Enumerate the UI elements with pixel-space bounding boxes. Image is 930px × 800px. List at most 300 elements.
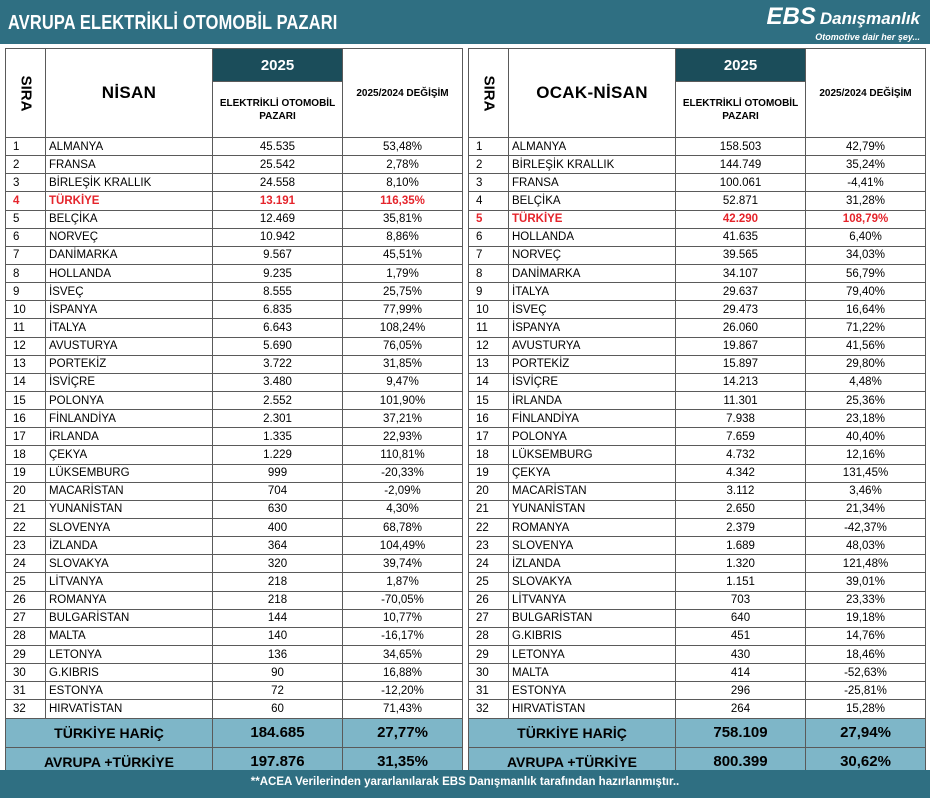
right-rows xyxy=(469,138,926,719)
rank-cell: 28 xyxy=(6,627,46,645)
table-row xyxy=(6,210,463,228)
table-row xyxy=(6,645,463,663)
table-row xyxy=(469,645,926,663)
country-cell: BİRLEŞİK KRALLIK xyxy=(46,174,213,192)
change-cell: 34,03% xyxy=(806,246,926,264)
value-cell: 9.567 xyxy=(213,246,343,264)
table-row xyxy=(469,627,926,645)
rank-cell: 4 xyxy=(6,192,46,210)
change-cell: 12,16% xyxy=(806,446,926,464)
change-cell: 35,24% xyxy=(806,156,926,174)
rank-cell: 12 xyxy=(469,337,509,355)
country-cell: SLOVENYA xyxy=(46,518,213,536)
country-cell: FRANSA xyxy=(46,156,213,174)
change-cell: 4,30% xyxy=(343,500,463,518)
country-cell: BULGARİSTAN xyxy=(46,609,213,627)
value-cell: 451 xyxy=(676,627,806,645)
country-cell: MALTA xyxy=(46,627,213,645)
table-row xyxy=(6,337,463,355)
country-cell: BELÇİKA xyxy=(509,192,676,210)
country-cell: G.KIBRIS xyxy=(46,664,213,682)
change-cell: 39,74% xyxy=(343,555,463,573)
total-value: 758.109 xyxy=(676,718,806,747)
value-cell: 1.335 xyxy=(213,428,343,446)
country-cell: TÜRKİYE xyxy=(509,210,676,228)
country-cell: FİNLANDİYA xyxy=(509,410,676,428)
change-cell: 104,49% xyxy=(343,537,463,555)
change-cell: 108,79% xyxy=(806,210,926,228)
table-row xyxy=(6,537,463,555)
value-cell: 7.938 xyxy=(676,410,806,428)
rank-cell: 1 xyxy=(6,138,46,156)
country-cell: TÜRKİYE xyxy=(46,192,213,210)
value-cell: 39.565 xyxy=(676,246,806,264)
value-cell: 100.061 xyxy=(676,174,806,192)
rank-cell: 24 xyxy=(469,555,509,573)
table-row xyxy=(469,174,926,192)
table-row xyxy=(469,138,926,156)
value-cell: 9.235 xyxy=(213,264,343,282)
country-cell: MALTA xyxy=(509,664,676,682)
total-change: 27,77% xyxy=(343,718,463,747)
rank-cell: 29 xyxy=(6,645,46,663)
value-cell: 24.558 xyxy=(213,174,343,192)
country-cell: YUNANİSTAN xyxy=(509,500,676,518)
value-cell: 640 xyxy=(676,609,806,627)
country-cell: İRLANDA xyxy=(46,428,213,446)
value-cell: 11.301 xyxy=(676,391,806,409)
change-header: 2025/2024 DEĞİŞİM xyxy=(343,49,463,138)
table-row xyxy=(469,482,926,500)
value-cell: 14.213 xyxy=(676,373,806,391)
total-label: AVRUPA +TÜRKİYE xyxy=(6,747,213,776)
total-value: 800.399 xyxy=(676,747,806,776)
value-cell: 414 xyxy=(676,664,806,682)
change-cell: 1,87% xyxy=(343,573,463,591)
table-row xyxy=(6,319,463,337)
value-cell: 15.897 xyxy=(676,355,806,373)
total-label: TÜRKİYE HARİÇ xyxy=(6,718,213,747)
change-cell: 41,56% xyxy=(806,337,926,355)
change-cell: 121,48% xyxy=(806,555,926,573)
rank-cell: 18 xyxy=(469,446,509,464)
value-cell: 364 xyxy=(213,537,343,555)
change-cell: 39,01% xyxy=(806,573,926,591)
change-cell: 8,86% xyxy=(343,228,463,246)
change-cell: -16,17% xyxy=(343,627,463,645)
total-value: 184.685 xyxy=(213,718,343,747)
value-cell: 218 xyxy=(213,573,343,591)
table-row xyxy=(6,464,463,482)
change-cell: 1,79% xyxy=(343,264,463,282)
value-cell: 144.749 xyxy=(676,156,806,174)
table-row xyxy=(6,682,463,700)
page-title: AVRUPA ELEKTRİKLİ OTOMOBİL PAZARI xyxy=(8,12,338,34)
value-cell: 90 xyxy=(213,664,343,682)
value-cell: 26.060 xyxy=(676,319,806,337)
table-row xyxy=(469,518,926,536)
value-cell: 430 xyxy=(676,645,806,663)
country-cell: LÜKSEMBURG xyxy=(46,464,213,482)
rank-cell: 9 xyxy=(6,283,46,301)
total-label: AVRUPA +TÜRKİYE xyxy=(469,747,676,776)
change-cell: 23,33% xyxy=(806,591,926,609)
country-cell: YUNANİSTAN xyxy=(46,500,213,518)
header-bar xyxy=(0,0,930,44)
country-cell: G.KIBRIS xyxy=(509,627,676,645)
table-row xyxy=(469,464,926,482)
change-cell: 37,21% xyxy=(343,410,463,428)
rank-cell: 6 xyxy=(6,228,46,246)
table-row xyxy=(469,210,926,228)
value-cell: 4.342 xyxy=(676,464,806,482)
country-cell: İTALYA xyxy=(509,283,676,301)
total-change: 31,35% xyxy=(343,747,463,776)
rank-cell: 13 xyxy=(469,355,509,373)
rank-cell: 32 xyxy=(469,700,509,718)
change-cell: 23,18% xyxy=(806,410,926,428)
value-cell: 42.290 xyxy=(676,210,806,228)
value-cell: 41.635 xyxy=(676,228,806,246)
right-panel xyxy=(468,48,926,777)
table-row xyxy=(469,264,926,282)
table-row xyxy=(6,373,463,391)
country-cell: ALMANYA xyxy=(46,138,213,156)
change-cell: 10,77% xyxy=(343,609,463,627)
change-cell: 110,81% xyxy=(343,446,463,464)
country-cell: SLOVENYA xyxy=(509,537,676,555)
table-row xyxy=(469,591,926,609)
rank-cell: 30 xyxy=(6,664,46,682)
country-cell: ALMANYA xyxy=(509,138,676,156)
year-header: 2025 xyxy=(213,49,343,82)
change-cell: 35,81% xyxy=(343,210,463,228)
table-row xyxy=(6,555,463,573)
total-value: 197.876 xyxy=(213,747,343,776)
rank-cell: 20 xyxy=(469,482,509,500)
rank-cell: 13 xyxy=(6,355,46,373)
total-row xyxy=(469,718,926,747)
country-cell: HOLLANDA xyxy=(509,228,676,246)
table-row xyxy=(6,700,463,718)
table-row xyxy=(469,156,926,174)
rank-cell: 2 xyxy=(469,156,509,174)
rank-cell: 31 xyxy=(469,682,509,700)
rank-cell: 27 xyxy=(469,609,509,627)
rank-cell: 21 xyxy=(469,500,509,518)
value-cell: 2.650 xyxy=(676,500,806,518)
table-row xyxy=(469,664,926,682)
table-row xyxy=(469,319,926,337)
table-row xyxy=(469,410,926,428)
table-row xyxy=(469,700,926,718)
country-cell: İSPANYA xyxy=(46,301,213,319)
table-row xyxy=(6,301,463,319)
value-cell: 3.480 xyxy=(213,373,343,391)
change-cell: -12,20% xyxy=(343,682,463,700)
country-cell: MACARİSTAN xyxy=(509,482,676,500)
table-row xyxy=(6,518,463,536)
value-cell: 52.871 xyxy=(676,192,806,210)
rank-cell: 12 xyxy=(6,337,46,355)
table-row xyxy=(469,246,926,264)
rank-cell: 28 xyxy=(469,627,509,645)
table-row xyxy=(6,627,463,645)
rank-cell: 17 xyxy=(469,428,509,446)
change-cell: 40,40% xyxy=(806,428,926,446)
source-note: **ACEA Verilerinden yararlanılarak EBS Danışmanlık tarafından hazırlanmıştır.. xyxy=(0,770,930,798)
value-cell: 25.542 xyxy=(213,156,343,174)
rank-cell: 7 xyxy=(6,246,46,264)
country-cell: İTALYA xyxy=(46,319,213,337)
sira-header: SIRA xyxy=(6,49,46,138)
change-cell: 21,34% xyxy=(806,500,926,518)
country-cell: LİTVANYA xyxy=(46,573,213,591)
rank-cell: 25 xyxy=(6,573,46,591)
rank-cell: 11 xyxy=(469,319,509,337)
rank-cell: 23 xyxy=(469,537,509,555)
change-cell: 68,78% xyxy=(343,518,463,536)
nisan-table xyxy=(5,48,463,777)
change-cell: 16,88% xyxy=(343,664,463,682)
table-row xyxy=(6,246,463,264)
country-cell: İSVEÇ xyxy=(46,283,213,301)
value-cell: 19.867 xyxy=(676,337,806,355)
table-row xyxy=(469,337,926,355)
rank-cell: 32 xyxy=(6,700,46,718)
table-row xyxy=(469,500,926,518)
market-header: ELEKTRİKLİ OTOMOBİL PAZARI xyxy=(676,82,806,138)
change-cell: 71,22% xyxy=(806,319,926,337)
table-row xyxy=(6,482,463,500)
table-row xyxy=(469,373,926,391)
left-rows xyxy=(6,138,463,719)
table-row xyxy=(469,355,926,373)
brand-tagline: Otomotive dair her şey... xyxy=(815,32,920,42)
value-cell: 320 xyxy=(213,555,343,573)
rank-cell: 10 xyxy=(6,301,46,319)
table-row xyxy=(6,609,463,627)
rank-cell: 7 xyxy=(469,246,509,264)
change-cell: 34,65% xyxy=(343,645,463,663)
rank-cell: 3 xyxy=(469,174,509,192)
change-cell: -25,81% xyxy=(806,682,926,700)
rank-cell: 14 xyxy=(6,373,46,391)
change-cell: 29,80% xyxy=(806,355,926,373)
rank-cell: 22 xyxy=(6,518,46,536)
value-cell: 12.469 xyxy=(213,210,343,228)
country-cell: HOLLANDA xyxy=(46,264,213,282)
country-cell: BELÇİKA xyxy=(46,210,213,228)
change-cell: 31,28% xyxy=(806,192,926,210)
value-cell: 60 xyxy=(213,700,343,718)
country-cell: ESTONYA xyxy=(509,682,676,700)
country-cell: İRLANDA xyxy=(509,391,676,409)
rank-cell: 30 xyxy=(469,664,509,682)
value-cell: 704 xyxy=(213,482,343,500)
change-cell: 6,40% xyxy=(806,228,926,246)
change-cell: 15,28% xyxy=(806,700,926,718)
rank-cell: 17 xyxy=(6,428,46,446)
country-cell: DANİMARKA xyxy=(509,264,676,282)
change-header: 2025/2024 DEĞİŞİM xyxy=(806,49,926,138)
table-row xyxy=(6,192,463,210)
table-row xyxy=(469,301,926,319)
value-cell: 8.555 xyxy=(213,283,343,301)
value-cell: 13.191 xyxy=(213,192,343,210)
country-cell: İSVİÇRE xyxy=(46,373,213,391)
change-cell: -4,41% xyxy=(806,174,926,192)
country-cell: İSVİÇRE xyxy=(509,373,676,391)
value-cell: 45.535 xyxy=(213,138,343,156)
table-row xyxy=(469,573,926,591)
rank-cell: 6 xyxy=(469,228,509,246)
value-cell: 1.229 xyxy=(213,446,343,464)
brand-name: EBS xyxy=(766,3,816,30)
rank-cell: 15 xyxy=(469,391,509,409)
table-row xyxy=(6,138,463,156)
value-cell: 703 xyxy=(676,591,806,609)
rank-cell: 16 xyxy=(6,410,46,428)
value-cell: 2.379 xyxy=(676,518,806,536)
change-cell: 76,05% xyxy=(343,337,463,355)
change-cell: -42,37% xyxy=(806,518,926,536)
change-cell: 4,48% xyxy=(806,373,926,391)
rank-cell: 26 xyxy=(469,591,509,609)
rank-cell: 19 xyxy=(469,464,509,482)
rank-cell: 10 xyxy=(469,301,509,319)
sira-header: SIRA xyxy=(469,49,509,138)
table-row xyxy=(6,174,463,192)
change-cell: 56,79% xyxy=(806,264,926,282)
period-header: NİSAN xyxy=(46,49,213,138)
value-cell: 400 xyxy=(213,518,343,536)
table-row xyxy=(6,446,463,464)
change-cell: 45,51% xyxy=(343,246,463,264)
value-cell: 136 xyxy=(213,645,343,663)
country-cell: LİTVANYA xyxy=(509,591,676,609)
total-change: 27,94% xyxy=(806,718,926,747)
brand-logo xyxy=(766,4,920,42)
value-cell: 144 xyxy=(213,609,343,627)
value-cell: 158.503 xyxy=(676,138,806,156)
value-cell: 29.473 xyxy=(676,301,806,319)
rank-cell: 2 xyxy=(6,156,46,174)
change-cell: 108,24% xyxy=(343,319,463,337)
change-cell: 42,79% xyxy=(806,138,926,156)
rank-cell: 19 xyxy=(6,464,46,482)
country-cell: ESTONYA xyxy=(46,682,213,700)
table-row xyxy=(6,228,463,246)
change-cell: 3,46% xyxy=(806,482,926,500)
table-row xyxy=(6,410,463,428)
value-cell: 999 xyxy=(213,464,343,482)
value-cell: 2.301 xyxy=(213,410,343,428)
table-row xyxy=(469,682,926,700)
table-row xyxy=(469,391,926,409)
value-cell: 72 xyxy=(213,682,343,700)
country-cell: ÇEKYA xyxy=(509,464,676,482)
change-cell: 14,76% xyxy=(806,627,926,645)
value-cell: 264 xyxy=(676,700,806,718)
value-cell: 2.552 xyxy=(213,391,343,409)
table-row xyxy=(6,355,463,373)
table-row xyxy=(469,446,926,464)
change-cell: 79,40% xyxy=(806,283,926,301)
country-cell: PORTEKİZ xyxy=(46,355,213,373)
country-cell: LÜKSEMBURG xyxy=(509,446,676,464)
rank-cell: 5 xyxy=(469,210,509,228)
country-cell: NORVEÇ xyxy=(46,228,213,246)
table-row xyxy=(469,555,926,573)
country-cell: LETONYA xyxy=(509,645,676,663)
table-row xyxy=(469,537,926,555)
country-cell: POLONYA xyxy=(46,391,213,409)
rank-cell: 22 xyxy=(469,518,509,536)
change-cell: 8,10% xyxy=(343,174,463,192)
country-cell: FİNLANDİYA xyxy=(46,410,213,428)
rank-cell: 8 xyxy=(469,264,509,282)
table-row xyxy=(6,428,463,446)
country-cell: AVUSTURYA xyxy=(46,337,213,355)
change-cell: 77,99% xyxy=(343,301,463,319)
rank-cell: 4 xyxy=(469,192,509,210)
change-cell: 19,18% xyxy=(806,609,926,627)
change-cell: -52,63% xyxy=(806,664,926,682)
table-row xyxy=(6,664,463,682)
rank-cell: 20 xyxy=(6,482,46,500)
value-cell: 218 xyxy=(213,591,343,609)
country-cell: MACARİSTAN xyxy=(46,482,213,500)
change-cell: 16,64% xyxy=(806,301,926,319)
total-label: TÜRKİYE HARİÇ xyxy=(469,718,676,747)
country-cell: İSVEÇ xyxy=(509,301,676,319)
change-cell: 48,03% xyxy=(806,537,926,555)
change-cell: 18,46% xyxy=(806,645,926,663)
value-cell: 630 xyxy=(213,500,343,518)
rank-cell: 25 xyxy=(469,573,509,591)
rank-cell: 3 xyxy=(6,174,46,192)
country-cell: POLONYA xyxy=(509,428,676,446)
rank-cell: 15 xyxy=(6,391,46,409)
rank-cell: 26 xyxy=(6,591,46,609)
country-cell: ÇEKYA xyxy=(46,446,213,464)
change-cell: 22,93% xyxy=(343,428,463,446)
country-cell: LETONYA xyxy=(46,645,213,663)
change-cell: -70,05% xyxy=(343,591,463,609)
country-cell: DANİMARKA xyxy=(46,246,213,264)
rank-cell: 21 xyxy=(6,500,46,518)
value-cell: 1.151 xyxy=(676,573,806,591)
rank-cell: 23 xyxy=(6,537,46,555)
rank-cell: 16 xyxy=(469,410,509,428)
value-cell: 296 xyxy=(676,682,806,700)
total-row xyxy=(6,718,463,747)
country-cell: HIRVATİSTAN xyxy=(46,700,213,718)
ocak-nisan-table xyxy=(468,48,926,777)
rank-cell: 11 xyxy=(6,319,46,337)
value-cell: 3.722 xyxy=(213,355,343,373)
change-cell: 31,85% xyxy=(343,355,463,373)
rank-cell: 14 xyxy=(469,373,509,391)
country-cell: BULGARİSTAN xyxy=(509,609,676,627)
change-cell: -20,33% xyxy=(343,464,463,482)
country-cell: ROMANYA xyxy=(46,591,213,609)
country-cell: İSPANYA xyxy=(509,319,676,337)
table-row xyxy=(469,428,926,446)
country-cell: ROMANYA xyxy=(509,518,676,536)
country-cell: HIRVATİSTAN xyxy=(509,700,676,718)
